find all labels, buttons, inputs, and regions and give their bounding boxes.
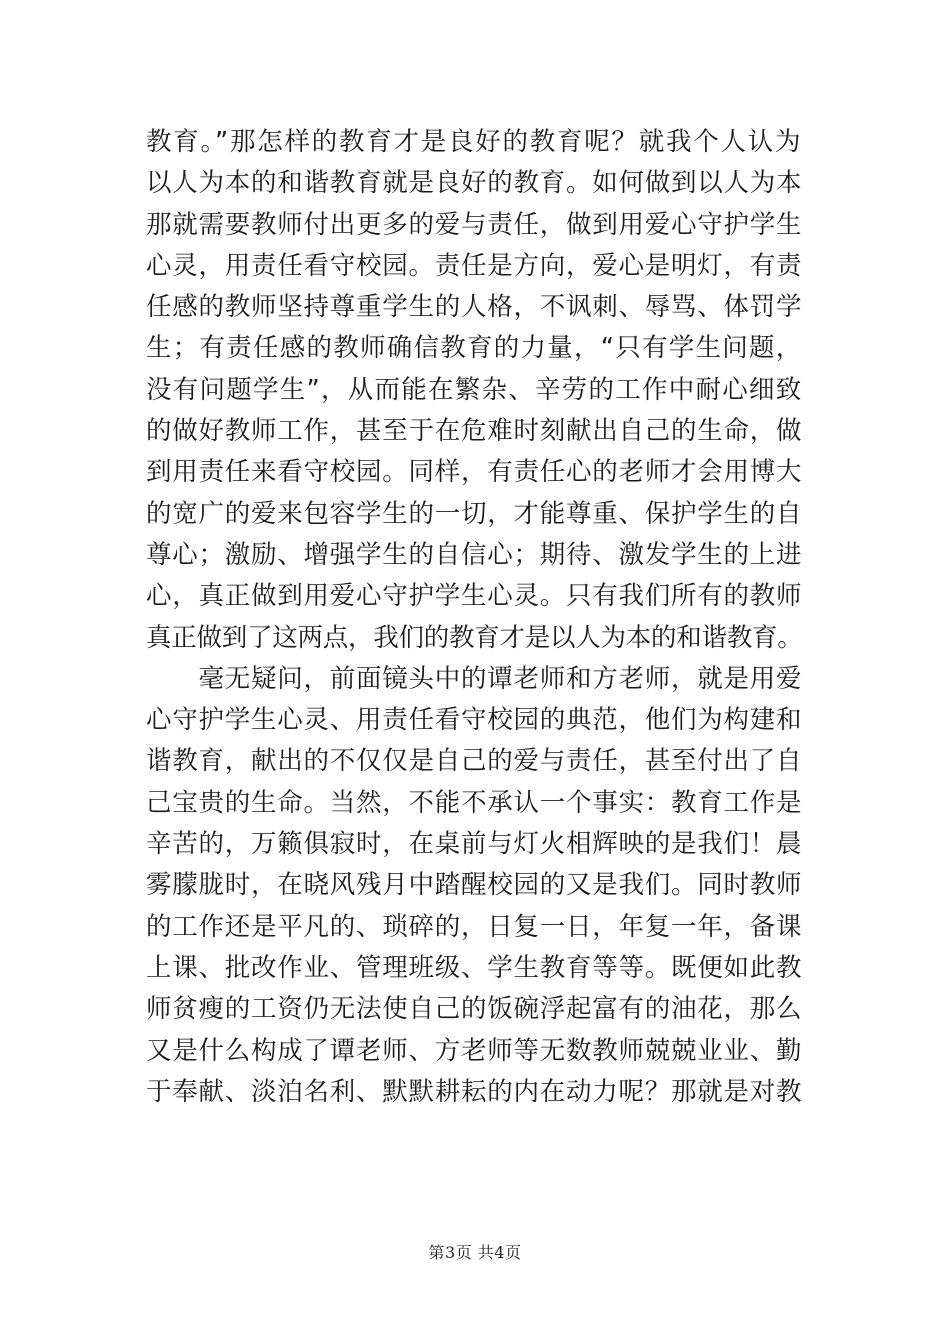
text-line: 于奉献、淡泊名利、默默耕耘的内在动力呢？那就是对教: [146, 1076, 803, 1107]
text-line: 到用责任来看守校园。同样，有责任心的老师才会用博大: [146, 457, 803, 488]
text-line: 己宝贵的生命。当然，不能不承认一个事实：教育工作是: [146, 787, 803, 818]
text-line: 心守护学生心灵、用责任看守校园的典范，他们为构建和: [146, 705, 803, 736]
text-line: 的宽广的爱来包容学生的一切，才能尊重、保护学生的自: [146, 498, 803, 529]
text-line: 辛苦的，万籁俱寂时，在桌前与灯火相辉映的是我们！晨: [146, 829, 803, 860]
text-line: 尊心；激励、增强学生的自信心；期待、激发学生的上进: [146, 539, 803, 570]
text-line: 又是什么构成了谭老师、方老师等无数教师兢兢业业、勤: [146, 1035, 803, 1066]
text-line: 的做好教师工作，甚至于在危难时刻献出自己的生命，做: [146, 416, 803, 447]
text-line: 心灵，用责任看守校园。责任是方向，爱心是明灯，有责: [146, 250, 803, 281]
text-line: 教育。”那怎样的教育才是良好的教育呢？就我个人认为: [146, 127, 803, 157]
text-line: 那就需要教师付出更多的爱与责任，做到用爱心守护学生: [146, 209, 803, 240]
text-line: 没有问题学生”，从而能在繁杂、辛劳的工作中耐心细致: [146, 374, 803, 405]
page-number-footer: 第3页 共4页: [428, 1243, 522, 1262]
paragraph-start-line: 毫无疑问，前面镜头中的谭老师和方老师，就是用爱: [146, 663, 803, 694]
text-line: 谐教育，献出的不仅仅是自己的爱与责任，甚至付出了自: [146, 746, 803, 777]
text-line: 以人为本的和谐教育就是良好的教育。如何做到以人为本: [146, 168, 803, 199]
text-line: 生；有责任感的教师确信教育的力量，“只有学生问题，: [146, 333, 803, 364]
text-line: 上课、批改作业、管理班级、学生教育等等。既便如此教: [146, 952, 803, 983]
text-line: 真正做到了这两点，我们的教育才是以人为本的和谐教育。: [146, 622, 803, 653]
text-line: 师贫瘦的工资仍无法使自己的饭碗浮起富有的油花，那么: [146, 994, 803, 1025]
text-line: 雾朦胧时，在晓风残月中踏醒校园的又是我们。同时教师: [146, 870, 803, 901]
text-line: 的工作还是平凡的、琐碎的，日复一日，年复一年，备课: [146, 911, 803, 942]
text-line: 心，真正做到用爱心守护学生心灵。只有我们所有的教师: [146, 581, 803, 612]
body-text: [146, 122, 806, 1113]
text-line: 任感的教师坚持尊重学生的人格，不讽刺、辱骂、体罚学: [146, 292, 803, 323]
